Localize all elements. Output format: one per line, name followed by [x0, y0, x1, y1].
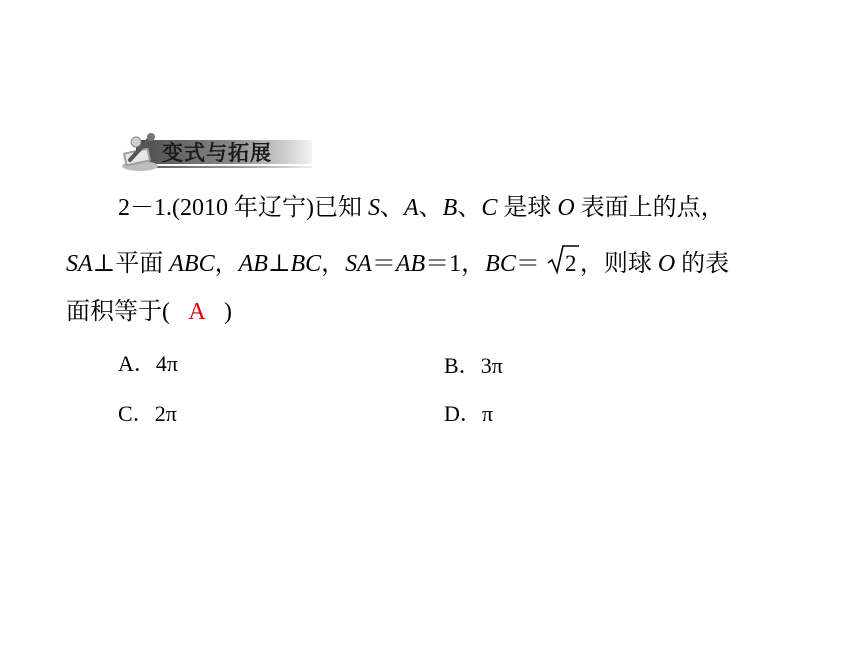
- segment-ab: AB: [238, 251, 268, 277]
- text-segment: ): [224, 299, 232, 325]
- sphere-o: O: [657, 251, 676, 277]
- plane-abc: ABC: [169, 251, 215, 277]
- segment-sa: SA: [66, 251, 93, 277]
- separator: 、: [418, 195, 443, 221]
- point-b: B: [442, 195, 458, 221]
- section-badge: [116, 130, 312, 174]
- problem-line-3: [66, 297, 232, 327]
- separator: 、: [379, 195, 404, 221]
- problem-line-2: [66, 243, 729, 285]
- point-a: A: [403, 195, 419, 221]
- text-segment: ，则球: [579, 251, 658, 277]
- answer-letter: A: [188, 299, 206, 325]
- option-value: π: [481, 401, 493, 426]
- text-segment: ＝: [371, 251, 396, 277]
- text-segment: 表面上的点，: [574, 195, 725, 221]
- text-segment: ＝1，: [425, 251, 486, 277]
- point-c: C: [481, 195, 498, 221]
- segment-bc: BC: [290, 251, 322, 277]
- option-value: 2π: [154, 401, 177, 426]
- text-segment: ＝: [515, 251, 546, 277]
- segment-ab: AB: [395, 251, 426, 277]
- option-label: A．: [118, 351, 156, 376]
- separator: 、: [457, 195, 482, 221]
- option-label: C．: [118, 401, 155, 426]
- segment-bc: BC: [485, 251, 516, 277]
- text-segment: ，: [321, 251, 346, 277]
- text-segment: ，: [214, 251, 239, 277]
- sqrt-radicand: 2: [564, 251, 577, 276]
- pencil-figure-icon: [116, 130, 162, 174]
- segment-sa: SA: [345, 251, 372, 277]
- sqrt-expression: [546, 243, 580, 285]
- sphere-o: O: [557, 195, 575, 221]
- problem-number: 2－1.(2010 年辽宁)已知: [118, 195, 368, 221]
- text-segment: 是球: [497, 195, 558, 221]
- option-value: 3π: [480, 353, 503, 378]
- option-b[interactable]: [444, 352, 503, 380]
- text-segment: 的表: [675, 251, 730, 277]
- text-segment: ⊥平面: [92, 251, 170, 277]
- option-value: 4π: [155, 351, 178, 376]
- badge-underline: [136, 166, 312, 168]
- badge-title: 变式与拓展: [162, 141, 272, 165]
- point-s: S: [367, 195, 380, 221]
- option-d[interactable]: [444, 400, 493, 428]
- problem-line-1: [118, 193, 725, 223]
- option-a[interactable]: [118, 350, 178, 378]
- radical-sign-icon: [546, 243, 580, 277]
- option-label: D．: [444, 401, 482, 426]
- option-label: B．: [444, 353, 481, 378]
- option-c[interactable]: [118, 400, 177, 428]
- text-segment: 面积等于(: [66, 299, 170, 325]
- text-segment: ⊥: [267, 251, 291, 277]
